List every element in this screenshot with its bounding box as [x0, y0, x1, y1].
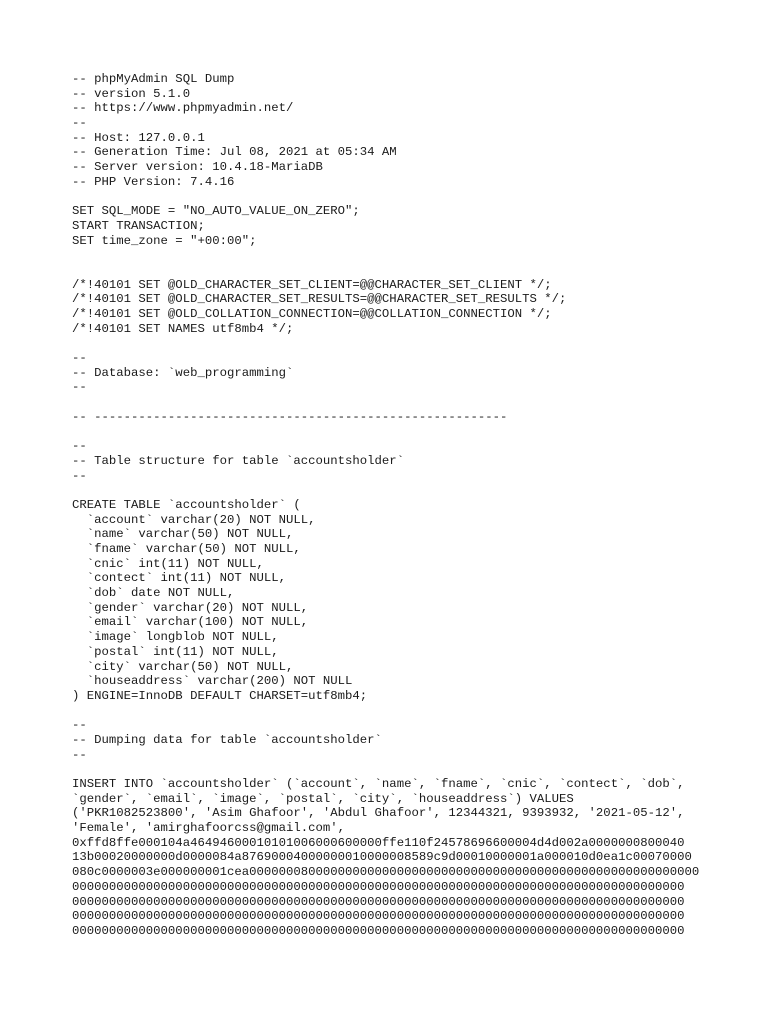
text-line: ('PKR1082523800', 'Asim Ghafoor', 'Abdul Ghafoor', 12344321, 9393932, '2021-05-12', [72, 806, 685, 821]
sql-dump-page [72, 72, 712, 939]
text-line: INSERT INTO `accountsholder` (`account`, `name`, `fname`, `cnic`, `contect`, `dob`, [72, 777, 685, 791]
text-line: 00000000000000000000000000000000000000000000000000000000000000000000000000000000000 [72, 894, 685, 909]
text-line [72, 190, 712, 205]
text-line: -- phpMyAdmin SQL Dump [72, 72, 235, 86]
text-line [72, 395, 712, 410]
text-line: -- [72, 468, 87, 483]
text-line: -- PHP Version: 7.4.16 [72, 174, 235, 189]
text-line: -- Dumping data for table `accountsholder` [72, 732, 382, 747]
text-line: /*!40101 SET @OLD_COLLATION_CONNECTION=@@COLLATION_CONNECTION */; [72, 307, 552, 321]
text-line: 'Female', 'amirghafoorcss@gmail.com', [72, 821, 346, 836]
text-line: `image` longblob NOT NULL, [72, 630, 279, 645]
text-line: `dob` date NOT NULL, [72, 586, 235, 601]
text-line: -- Server version: 10.4.18-MariaDB [72, 160, 323, 175]
text-line: -- Database: `web_programming` [72, 365, 294, 380]
text-line: -- [72, 351, 87, 366]
text-line: -- [72, 747, 87, 762]
text-line [72, 336, 712, 351]
text-line: 13b00020000000d0000084a87690004000000010000008589c9d00010000001a000010d0ea1c00070000 [72, 850, 692, 865]
text-line: `gender` varchar(20) NOT NULL, [72, 600, 309, 615]
text-line: -- [72, 439, 87, 454]
text-line: `name` varchar(50) NOT NULL, [72, 527, 294, 542]
text-line: -- [72, 718, 87, 733]
text-line: 00000000000000000000000000000000000000000000000000000000000000000000000000000000000 [72, 909, 685, 924]
text-line [72, 425, 712, 440]
text-line: -- version 5.1.0 [72, 86, 191, 101]
text-line: `account` varchar(20) NOT NULL, [72, 512, 316, 527]
text-line: `gender`, `email`, `image`, `postal`, `city`, `houseaddress`) VALUES [72, 791, 574, 806]
text-line: `cnic` int(11) NOT NULL, [72, 556, 264, 571]
text-line: 00000000000000000000000000000000000000000000000000000000000000000000000000000000000 [72, 923, 685, 938]
text-line: -- [72, 380, 87, 395]
text-line: -- https://www.phpmyadmin.net/ [72, 101, 294, 116]
text-line [72, 263, 712, 278]
text-line: `houseaddress` varchar(200) NOT NULL [72, 674, 353, 689]
text-line: -- Host: 127.0.0.1 [72, 130, 205, 145]
text-line: /*!40101 SET @OLD_CHARACTER_SET_RESULTS=@@CHARACTER_SET_RESULTS */; [72, 292, 567, 307]
text-line: CREATE TABLE `accountsholder` ( [72, 497, 301, 512]
text-line: SET SQL_MODE = "NO_AUTO_VALUE_ON_ZERO"; [72, 204, 360, 219]
text-line: /*!40101 SET NAMES utf8mb4 */; [72, 321, 294, 336]
text-line [72, 762, 712, 777]
text-line [72, 248, 712, 263]
text-line: -- Table structure for table `accountsholder` [72, 453, 405, 468]
text-line [72, 483, 712, 498]
text-line: /*!40101 SET @OLD_CHARACTER_SET_CLIENT=@@CHARACTER_SET_CLIENT */; [72, 277, 552, 292]
text-line: `postal` int(11) NOT NULL, [72, 644, 279, 659]
text-line: `city` varchar(50) NOT NULL, [72, 659, 294, 674]
text-line: `email` varchar(100) NOT NULL, [72, 615, 309, 630]
text-line: `fname` varchar(50) NOT NULL, [72, 542, 301, 556]
text-line: START TRANSACTION; [72, 218, 205, 233]
text-line [72, 704, 712, 719]
text-line: 0xffd8ffe000104a46494600010101006000600000ffe110f24578696600004d4d002a0000000800040 [72, 835, 685, 850]
text-line: -- [72, 116, 87, 131]
text-line: -- Generation Time: Jul 08, 2021 at 05:34 AM [72, 145, 397, 160]
text-line: SET time_zone = "+00:00"; [72, 233, 257, 248]
text-line: -- -------------------------------------------------------- [72, 409, 508, 424]
text-line: 080c0000003e000000001cea0000000800000000000000000000000000000000000000000000000000000 [72, 865, 700, 880]
text-line: ) ENGINE=InnoDB DEFAULT CHARSET=utf8mb4; [72, 688, 368, 703]
text-line: 00000000000000000000000000000000000000000000000000000000000000000000000000000000000 [72, 879, 685, 894]
text-line: `contect` int(11) NOT NULL, [72, 571, 287, 586]
